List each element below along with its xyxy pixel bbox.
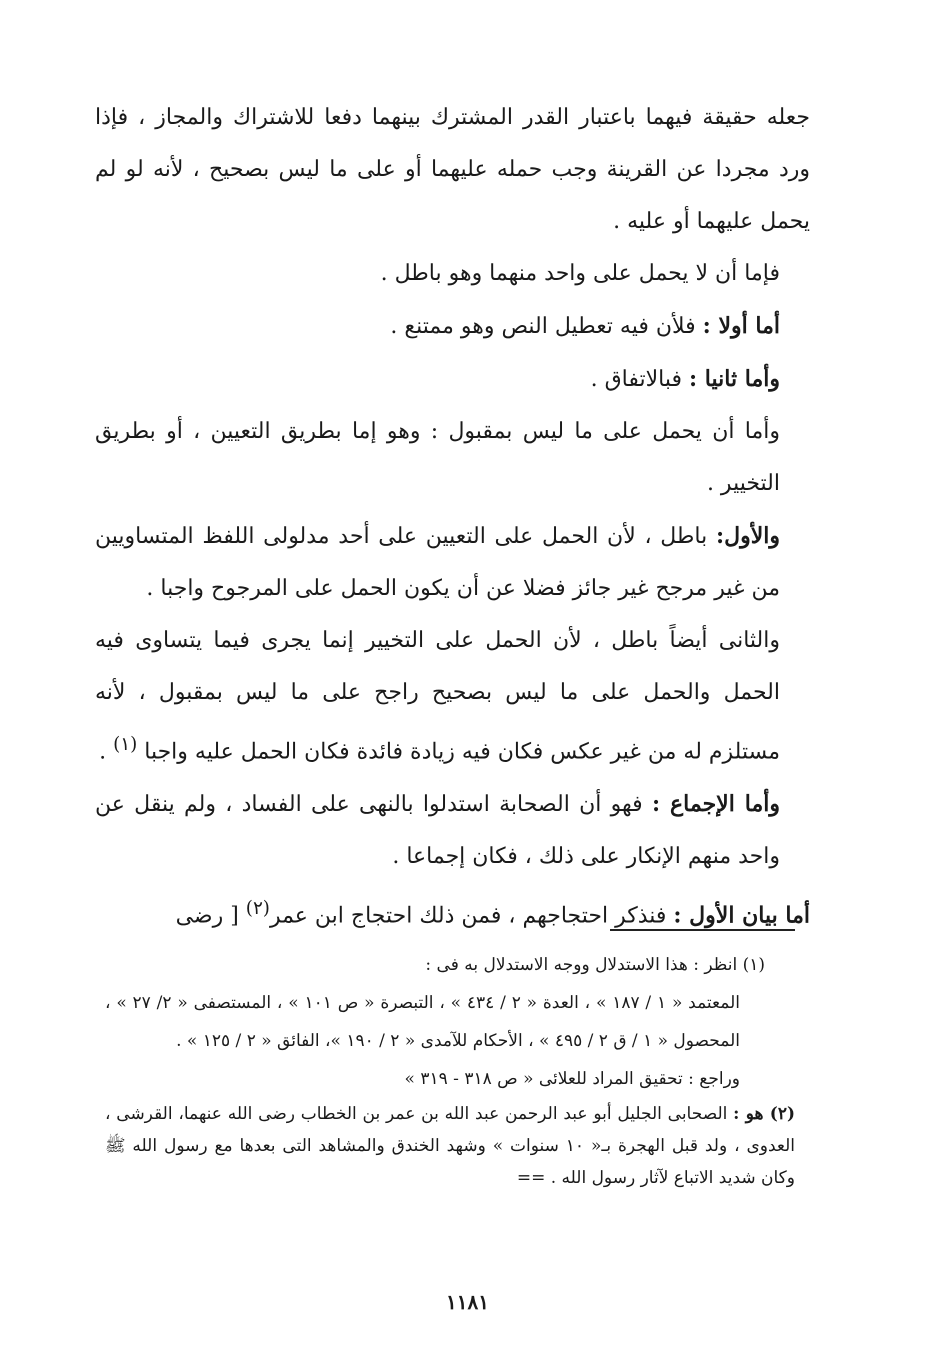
paragraph-2: فإما أن لا يحمل على واحد منهما وهو باطل . (380, 261, 780, 286)
paragraph-4 (95, 353, 810, 406)
footnote-1-intro: (١) انظر : هذا الاستدلال ووجه الاستدلال به فى : (425, 955, 765, 975)
footnote-1-sources: المعتمد « ١ / ١٨٧ » ، العدة « ٢ / ٤٣٤ » ، التبصرة « ص ١٠١ » ، المستصفى « ٢/ ٢٧ » ، المحصول « ١ / ق ٢ / ٤٩٥ » ، الأحكام للآمدى « ٢ / ١٩٠ »، الفائق « ٢ / ١٢٥ » . (105, 993, 740, 1051)
paragraph-7-end: . (99, 739, 107, 765)
paragraph-6-text: باطل ، لأن الحمل على التعيين على أحد مدلولى اللفظ المتساويين من غير مرجح غير جائز فضلا عن أن يكون الحمل على المرجوح واجبا . (95, 524, 780, 601)
paragraph-6 (95, 510, 810, 615)
paragraph-3-lead: أما أولا : (702, 313, 780, 339)
footnote-2-lead: (٢) هو : (733, 1104, 796, 1124)
footnote-ref-2: (٢) (245, 898, 270, 920)
paragraph-4-text: فبالاتفاق . (590, 367, 683, 392)
paragraph-3-text: فلأن فيه تعطيل النص وهو ممتنع . (390, 314, 696, 339)
paragraph-9-lead: أما بيان الأول : (673, 902, 810, 929)
page-number: ١١٨١ (446, 1290, 489, 1314)
paragraph-9 (95, 883, 810, 942)
paragraph-4-lead: وأما ثانيا : (689, 366, 780, 392)
paragraph-7 (95, 615, 810, 778)
paragraph-9-text: فنذكر احتجاجهم ، فمن ذلك احتجاج ابن عمر (269, 903, 667, 929)
footnote-1-see-also: وراجع : تحقيق المراد للعلائى « ص ٣١٨ - ٣١٩ » (404, 1069, 740, 1089)
main-text (95, 92, 810, 943)
paragraph-9-end: [ رضى (175, 903, 239, 929)
paragraph-7-text: والثانى أيضاً باطل ، لأن الحمل على التخيير إنما يجرى فيما يتساوى فيه الحمل والحمل على ما ليس بصحيح راجح على ما ليس بمقبول ، لأنه مستلزم له من غير عكس فكان فيه زيادة فائدة فكان الحمل عليه واجبا (95, 628, 780, 765)
footnote-2-text: الصحابى الجليل أبو عبد الرحمن عبد الله بن عمر بن الخطاب رضى الله عنهما، القرشى ، العدوى ، ولد قبل الهجرة بـ« ١٠ سنوات » وشهد الخندق والمشاهد التى بعدها مع رسول الله ﷺ وكان شديد الاتباع لآثار رسول الله . == (105, 1104, 796, 1188)
paragraph-8-text: فهو أن الصحابة استدلوا بالنهى على الفساد ، ولم ينقل عن واحد منهم الإنكار على ذلك ، فكان إجماعا . (95, 792, 780, 870)
paragraph-8-lead: وأما الإجماع : (651, 791, 780, 818)
footnote-divider (610, 929, 795, 931)
footnotes (105, 946, 795, 1194)
paragraph-5: وأما أن يحمل على ما ليس بمقبول : وهو إما بطريق التعيين ، أو بطريق التخيير . (95, 419, 780, 496)
paragraph-6-lead: والأول: (715, 523, 780, 549)
footnote-ref-1: (١) (113, 734, 138, 755)
footnote-2 (105, 1098, 795, 1194)
paragraph-8 (95, 778, 810, 883)
paragraph-3 (95, 300, 810, 353)
paragraph-1: جعله حقيقة فيهما باعتبار القدر المشترك بينهما دفعا للاشتراك والمجاز ، فإذا ورد مجردا عن القرينة وجب حمله عليهما أو على ما ليس بصحيح ، لأنه لو لم يحمل عليهما أو عليه . (95, 105, 810, 234)
